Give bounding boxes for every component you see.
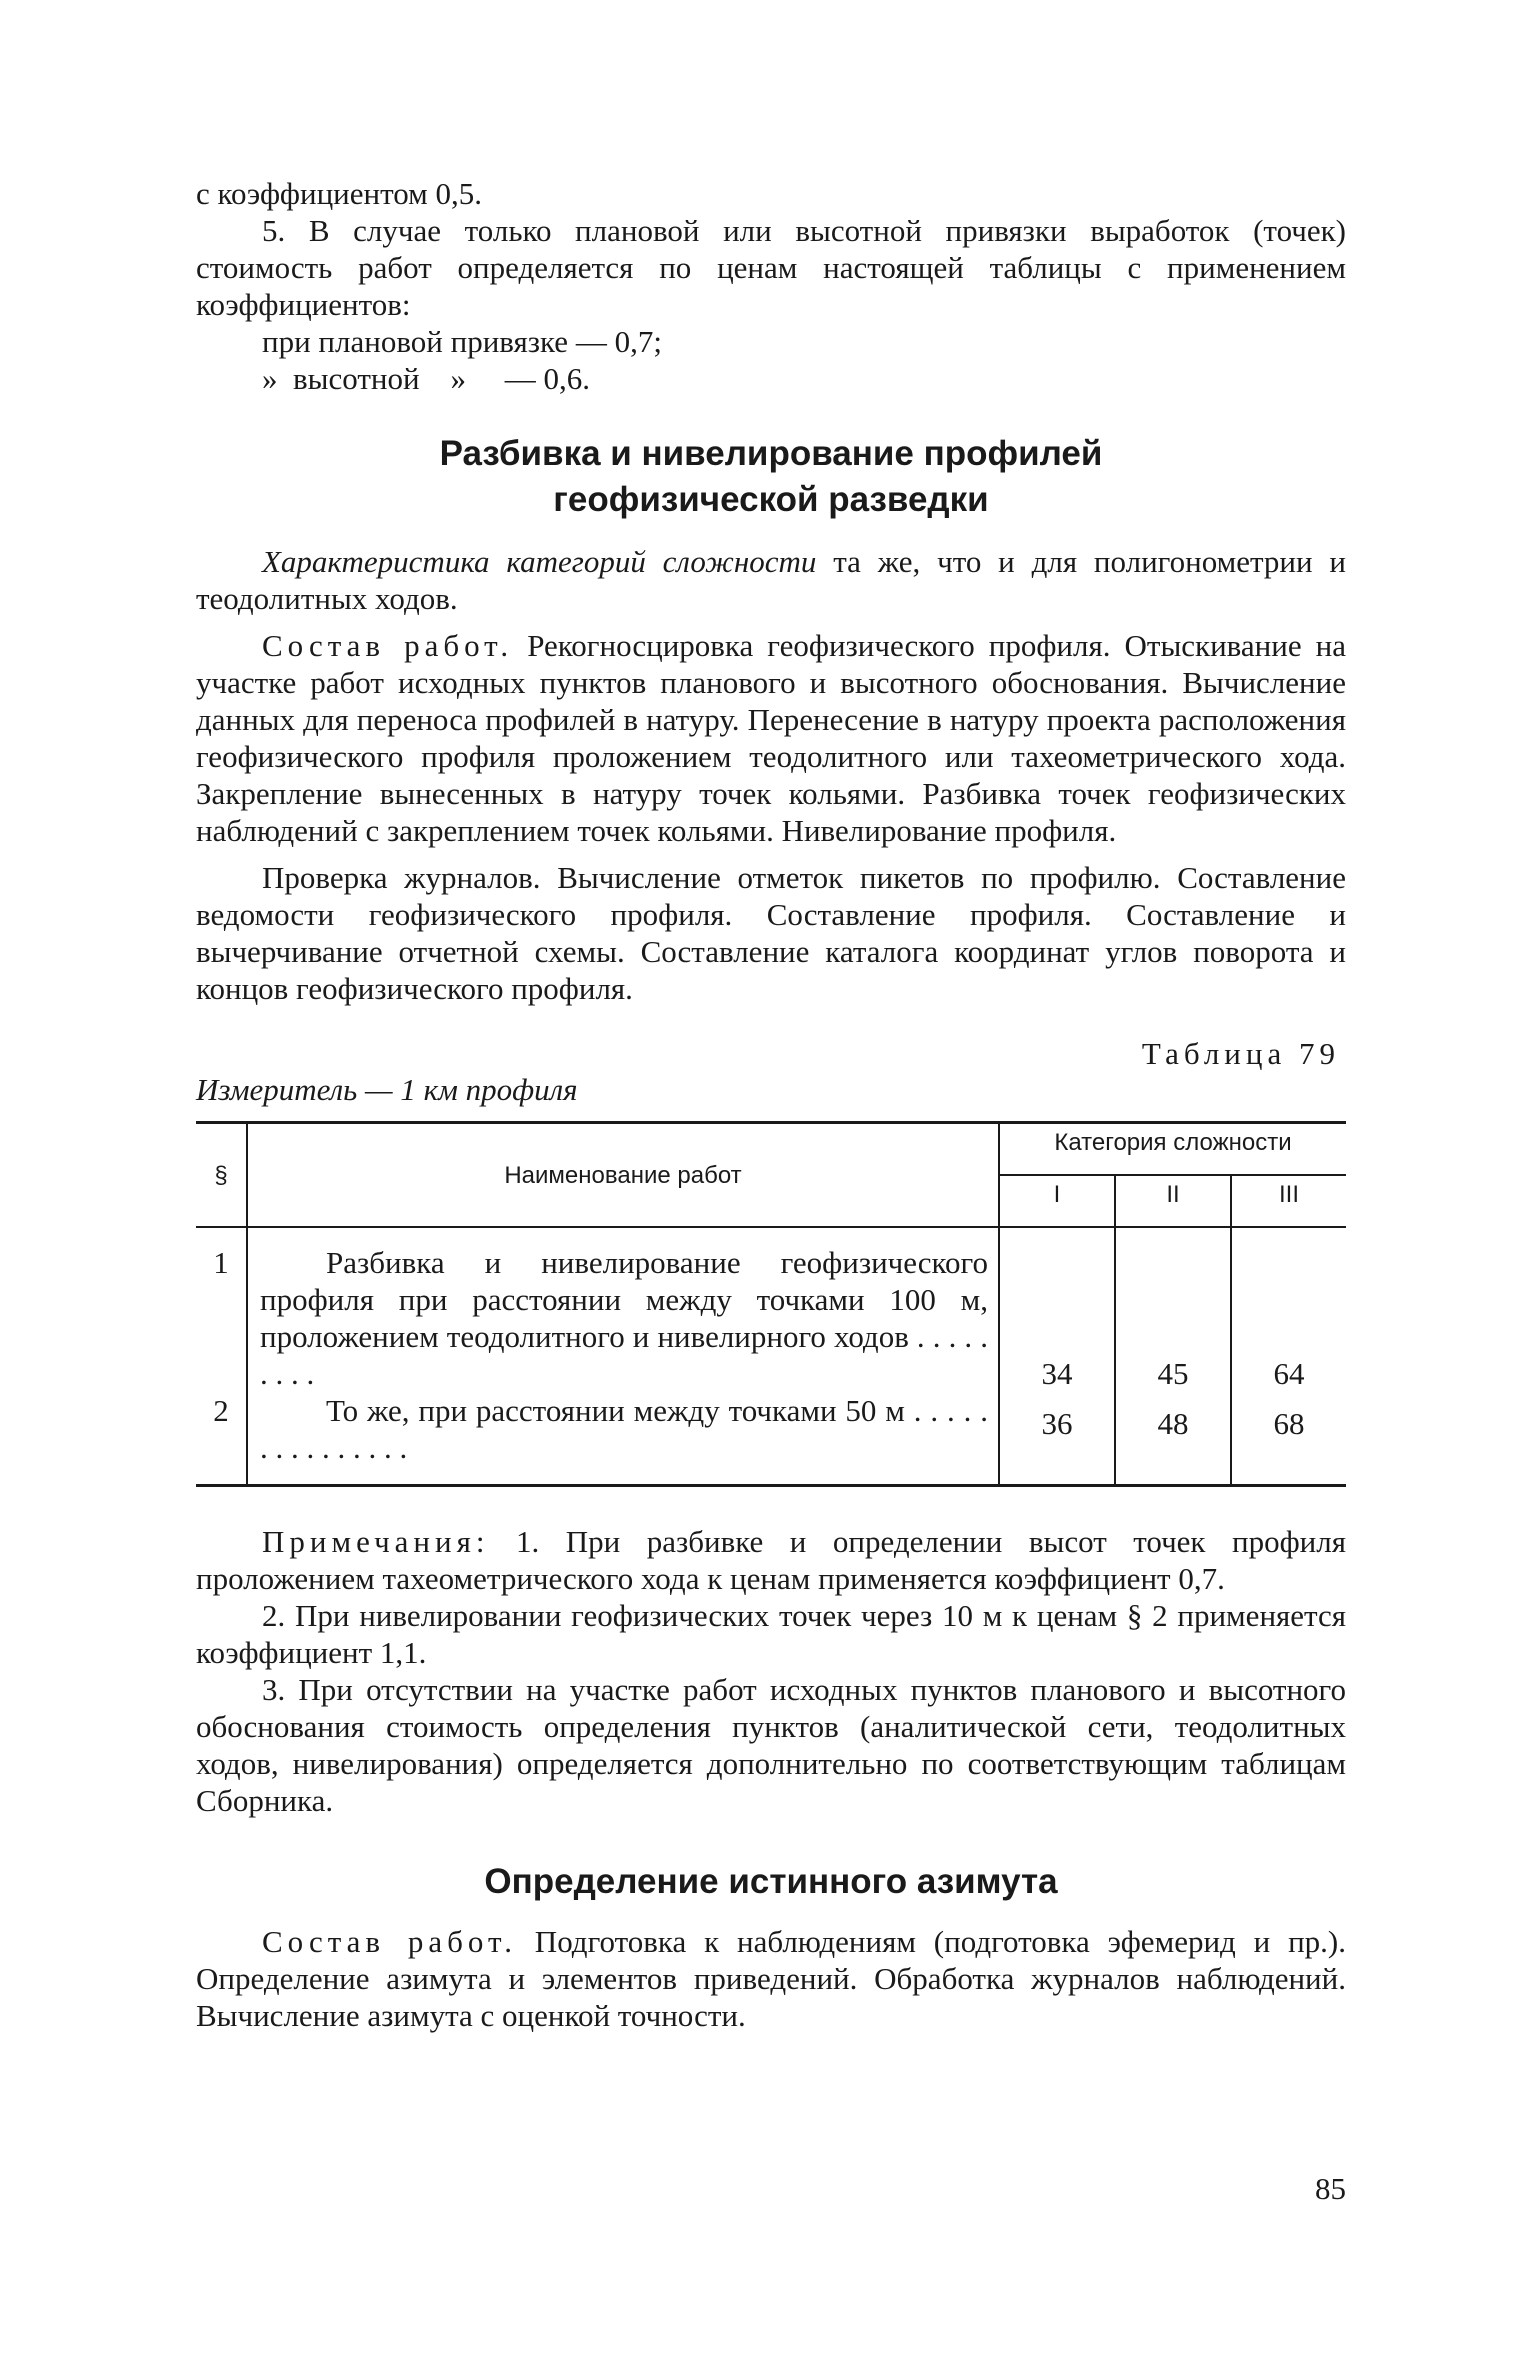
page-content bbox=[196, 175, 1346, 2034]
header-work-name: Наименование работ bbox=[247, 1123, 999, 1228]
page-number: 85 bbox=[1315, 2171, 1346, 2206]
col-cat-1-values bbox=[999, 1227, 1115, 1486]
note-1 bbox=[196, 1523, 1346, 1597]
section2-works-paragraph bbox=[196, 1923, 1346, 2034]
header-category: Категория сложности bbox=[1054, 1129, 1292, 1156]
coef-plan-line: при плановой привязке — 0,7; bbox=[262, 324, 662, 359]
row-2-name: То же, при расстоянии между точками 50 м . . . . . . . . . . . . . . . bbox=[260, 1393, 988, 1465]
table-heading bbox=[196, 1035, 1346, 1113]
section1-title-line1: Разбивка и нивелирование профилей bbox=[439, 434, 1103, 473]
row-names bbox=[247, 1227, 999, 1486]
row-1-cat-2: 45 bbox=[1157, 1356, 1189, 1391]
table-header-row bbox=[196, 1123, 1346, 1176]
works-paragraph-2: Проверка журналов. Вычисление отметок пикетов по профилю. Составление ведомости геофизического профиля. Составление профиля. Составление и вычерчивание отчетной схемы. Составление каталога координат углов поворота и концов геофизического профиля. bbox=[196, 860, 1346, 1006]
works-label: Состав работ. bbox=[262, 628, 514, 663]
works-paragraph-1 bbox=[196, 627, 1346, 849]
col-cat-3-values bbox=[1231, 1227, 1346, 1486]
row-1-cat-3: 64 bbox=[1273, 1356, 1305, 1391]
table-caption: Таблица 79 bbox=[1141, 1036, 1340, 1071]
characteristics-text: та же, что и для полигонометрии и теодолитных ходов. bbox=[196, 544, 1346, 616]
price-table bbox=[196, 1121, 1346, 1487]
table-body-row bbox=[196, 1227, 1346, 1486]
row-2-cat-2: 48 bbox=[1157, 1406, 1189, 1441]
intro-line: с коэффициентом 0,5. bbox=[196, 176, 483, 211]
header-cat-2: II bbox=[1115, 1175, 1231, 1227]
header-cat-3: III bbox=[1231, 1175, 1346, 1227]
header-cat-1: I bbox=[999, 1175, 1115, 1227]
section2-works-text: Подготовка к наблюдениям (подготовка эфемерид и пр.). Определение азимута и элементов приведений. Обработка журналов наблюдений. Вычисление азимута с оценкой точности. bbox=[196, 1924, 1346, 2033]
notes-label: Примечания: bbox=[262, 1524, 490, 1559]
section2-title: Определение истинного азимута bbox=[484, 1862, 1058, 1901]
row-2-cat-3: 68 bbox=[1273, 1406, 1305, 1441]
note-1-text: 1. При разбивке и определении высот точек профиля проложением тахеометрического хода к ценам применяется коэффициент 0,7. bbox=[196, 1524, 1346, 1596]
col-cat-2-values bbox=[1115, 1227, 1231, 1486]
row-1-cat-1: 34 bbox=[1041, 1356, 1073, 1391]
intro-item-5: 5. В случае только плановой или высотной привязки выработок (точек) стоимость работ определяется по ценам настоящей таблицы с применением коэффициентов: bbox=[196, 213, 1346, 322]
characteristics-paragraph bbox=[196, 543, 1346, 617]
note-2: 2. При нивелировании геофизических точек через 10 м к ценам § 2 применяется коэффициент 1,1. bbox=[196, 1598, 1346, 1670]
section1-title bbox=[196, 431, 1346, 523]
note-3: 3. При отсутствии на участке работ исходных пунктов планового и высотного обоснования стоимость определения пунктов (аналитической сети, теодолитных ходов, нивелирования) определяется дополнительно по соответствующим таблицам Сборника. bbox=[196, 1672, 1346, 1818]
notes-block bbox=[196, 1523, 1346, 1819]
works-text-1: Рекогносцировка геофизического профиля. Отыскивание на участке работ исходных пунктов планового и высотного обоснования. Вычисление данных для переноса профилей в натуру. Перенесение в натуру проекта расположения геофизического профиля проложением теодолитного или тахеометрического хода. Закрепление вынесенных в натуру точек кольями. Разбивка точек геофизических наблюдений с закреплением точек кольями. Нивелирование профиля. bbox=[196, 628, 1346, 848]
section2-works-label: Состав работ. bbox=[262, 1924, 517, 1959]
header-section-sign: § bbox=[196, 1123, 247, 1228]
row-1-num: 1 bbox=[213, 1245, 229, 1280]
row-numbers bbox=[196, 1227, 247, 1486]
characteristics-label: Характеристика категорий сложности bbox=[262, 544, 817, 579]
table-unit: Измеритель — 1 км профиля bbox=[196, 1072, 578, 1107]
section1-title-line2: геофизической разведки bbox=[553, 480, 989, 519]
row-2-cat-1: 36 bbox=[1041, 1406, 1073, 1441]
row-2-num: 2 bbox=[213, 1393, 229, 1428]
row-1-name: Разбивка и нивелирование геофизического профиля при расстоянии между точками 100 м, проложением теодолитного и нивелирного ходов . . . . . . . . . bbox=[260, 1245, 988, 1391]
coef-height-line: » высотной » — 0,6. bbox=[262, 361, 591, 396]
